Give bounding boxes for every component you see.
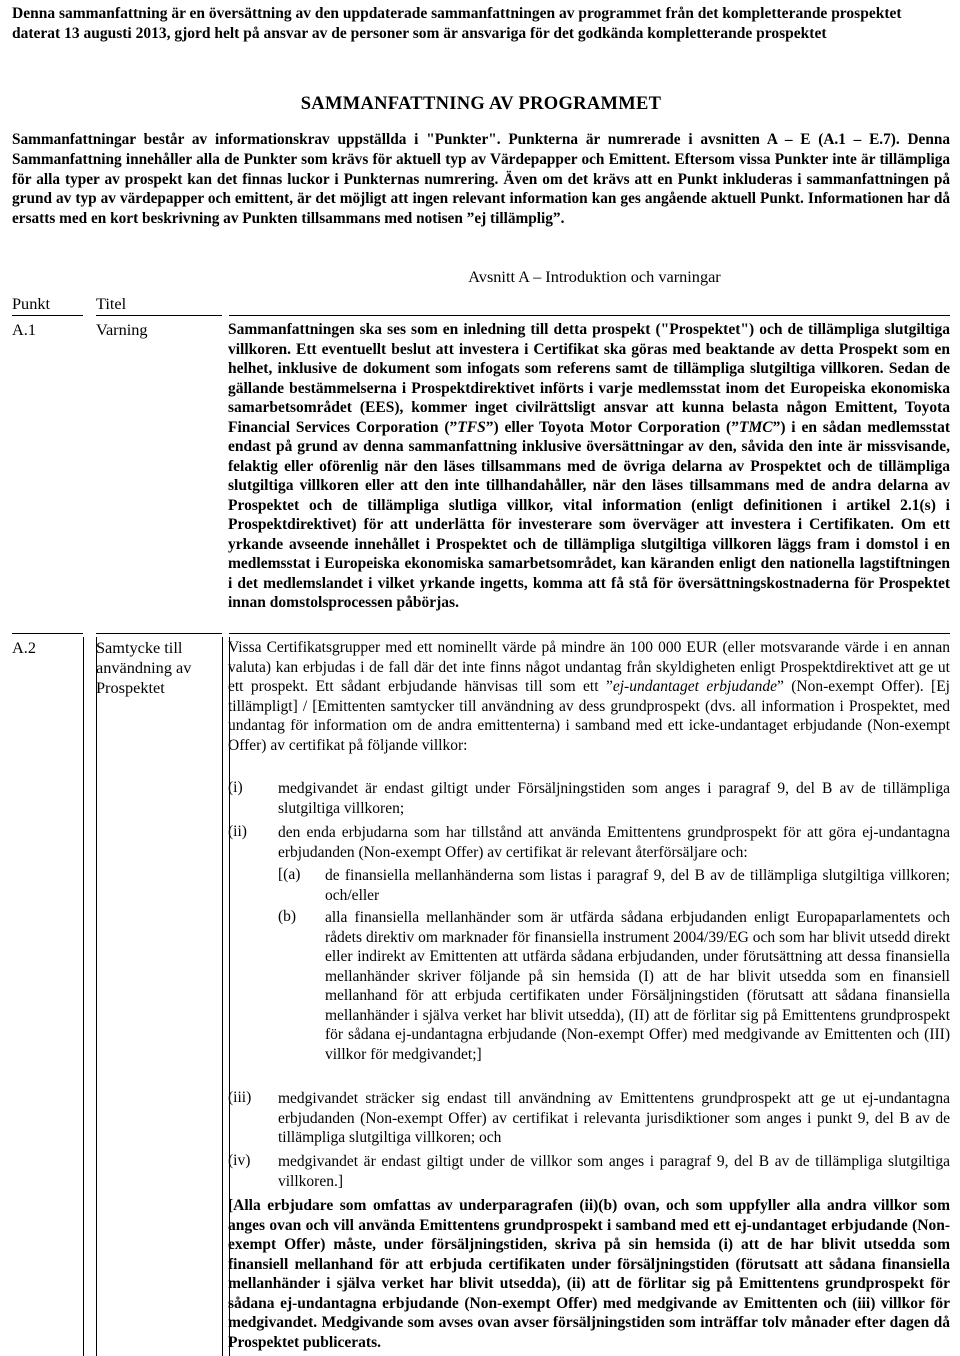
row-rule xyxy=(229,633,950,634)
point-id-a2: A.2 xyxy=(12,638,36,657)
point-title-a2: Samtycke till användning av Prospektet xyxy=(96,638,192,697)
column-rule xyxy=(96,637,97,1356)
list-item-label: [(a) xyxy=(278,866,301,883)
page-title: SAMMANFATTNING AV PROGRAMMET xyxy=(300,94,662,114)
column-header-punkt: Punkt xyxy=(12,294,51,313)
row-rule xyxy=(96,633,222,634)
row-rule xyxy=(12,633,83,634)
list-item-label: (ii) xyxy=(228,823,247,840)
section-heading: Avsnitt A – Introduktion och varningar xyxy=(468,267,721,286)
closing-paragraph: [Alla erbjudare som omfattas av underparagrafen (ii)(b) ovan, och som uppfyller alla andra villkor som anges ovan och vill använda Emittentens grundprospekt i samband med ett ej-undantaget erbjudande (Non-exempt Offer) måste, under försäljningstiden, skriva på sin hemsida (i) att de har blivit utsedda som finansiell mellanhand för att erbjuda certifikaten under försäljningstiden (förutsatt att sådana finansiella mellanhänder i själva verket har blivit utsedda), (ii) att de förlitar sig på Emittentens grundprospekt för sådana ej-undantagna erbjudande (Non-exempt Offer) med medgivande av Emittenten och (iii) villkor för medgivandet. Medgivande som avses ovan avser försäljningstiden som inträffar tolv månader efter dagen då Prospektet publicerats. xyxy=(228,1197,950,1351)
header-rule xyxy=(12,315,83,316)
list-item-text: den enda erbjudarna som har tillstånd att använda Emittentens grundprospekt för att göra ej-undantagna erbjudanden (Non-exempt Offer) av certifikat är relevant återförsäljare och: xyxy=(278,824,950,861)
list-item-text: medgivandet sträcker sig endast till användning av Emittentens grundprospekt att ge ut ej-undantagna erbjudanden (Non-exempt Offer) av certifikat i relevanta jurisdiktioner som anges i punkt 9, del B av de tillämpliga slutgiltiga villkoren; och xyxy=(278,1090,950,1146)
list-item-text: alla finansiella mellanhänder som är utfärda sådana erbjudanden enligt Europaparlamentets och rådets direktiv om marknader för finansiella instrument 2004/39/EG och som har blivit utsedd direkt eller indirekt av Emittenten att utfärda sådana erbjudanden, under förutsättning att dessa finansiella mellanhänder skriver följande på sin hemsida (I) att de har blivit utsedda som en finansiell mellanhand för att erbjuda certifikaten under Försäljningstiden (förutsatt att sådana finansiella mellanhänder i själva verket har blivit utsedda), (II) att de förlitar sig på Emittentens grundprospekt för sådana ej-undantagna erbjudande (Non-exempt Offer) med medgivande av Emittenten och (III) villkor för medgivandet;] xyxy=(325,909,950,1063)
list-item-text: medgivandet är endast giltigt under Försäljningstiden som anges i paragraf 9, del B av de tillämpliga slutgiltiga villkoren; xyxy=(278,780,950,817)
list-item-label: (iv) xyxy=(228,1152,251,1169)
translation-notice: Denna sammanfattning är en översättning av den uppdaterade sammanfattningen av programmet från det kompletterande prospektet daterat 13 augusti 2013, gjord helt på ansvar av de personer som är ansvariga för det godkända kompletterande prospektet xyxy=(12,5,902,42)
point-text-a2: Vissa Certifikatsgrupper med ett nominellt värde på mindre än 100 000 EUR (eller motsvarande värde i en annan valuta) kan erbjudas i de fall där det inte finns något undantag från skyldigheten enligt Prospektdirektivet att ge ut ett prospekt. Ett sådant erbjudande hänvisas till som ett ”ej-undantaget erbjudande” (Non-exempt Offer). [Ej tillämpligt] / [Emittenten samtycker till användning av dess grundprospekt (dvs. all information i Prospektet, med undantag för information om de andra emittenterna) i samband med ett icke-undantaget erbjudande (Non-exempt Offer) av certifikat på följande villkor: xyxy=(228,639,950,754)
column-rule xyxy=(83,637,84,1356)
list-item-label: (b) xyxy=(278,908,297,925)
point-title-a1: Varning xyxy=(96,320,148,339)
header-rule xyxy=(96,315,222,316)
preamble-paragraph: Sammanfattningar består av informationskrav uppställda i "Punkter". Punkterna är numrerade i avsnitten A – E (A.1 – E.7). Denna Sammanfattning innehåller alla de Punkter som krävs för aktuell typ av Värdepapper och Emittent. Eftersom vissa Punkter inte är tillämpliga för alla typer av prospekt kan det finnas luckor i Punkternas numrering. Även om det krävs att en Punkt inkluderas i sammanfattningen på grund av typ av värdepapper och emittent, är det möjligt att ingen relevant information kan ges angående aktuell Punkt. Informationen har då ersatts med en kort beskrivning av Punkten tillsammans med notisen ”ej tillämplig”. xyxy=(12,131,950,228)
column-header-titel: Titel xyxy=(96,294,127,313)
list-item-label: (iii) xyxy=(228,1089,252,1106)
point-text-a1: Sammanfattningen ska ses som en inledning till detta prospekt ("Prospektet") och de tillämpliga slutgiltiga villkoren. Ett eventuellt beslut att investera i Certifikat ska göras med beaktande av detta Prospekt som en helhet, inklusive de dokument som infogats som referens samt de tillämpliga slutgiltiga villkoren. Sedan de gällande bestämmelserna i Prospektdirektivet införts i varje medlemsstat inom det Europeiska ekonomiska samarbetsområdet (EES), kommer inget civilrättsligt ansvar att kunna belasta någon Emittent, Toyota Financial Services Corporation (”TFS”) eller Toyota Motor Corporation (”TMC”) i en sådan medlemsstat endast på grund av denna sammanfattning inklusive översättningar av den, såvida den inte är missvisande, felaktig eller oförenlig när den läses tillsammans med de övriga delarna av Prospektet och de tillämpliga slutgiltiga villkoren eller att den inte tillhandahåller, när den läses tillsammans med de andra delarna av Prospektet och de tillämpliga slutliga villkor, vital information (enligt definitionen i artikel 2.1(s) i Prospektdirektivet) för att underlätta för investerare som överväger att investera i Certifikaten. Om ett yrkande avseende innehållet i Prospektet och de tillämpliga slutgiltiga villkoren läggs fram i domstol i en medlemsstat i Europeiska ekonomiska samarbetsområdet, kan käranden enligt den nationella lagstiftningen i det medlemslandet i vilket yrkande ingetts, komma att få stå för översättningskostnaderna för Prospektet innan domstolsprocessen påbörjas. xyxy=(228,321,951,611)
header-rule xyxy=(229,315,950,316)
list-item-label: (i) xyxy=(228,779,243,796)
point-id-a1: A.1 xyxy=(12,320,36,339)
list-item-text: de finansiella mellanhänderna som listas i paragraf 9, del B av de tillämpliga slutgiltiga villkoren; och/eller xyxy=(325,867,950,904)
column-rule xyxy=(222,637,223,1356)
list-item-text: medgivandet är endast giltigt under de villkor som anges i paragraf 9, del B av de tillämpliga slutgiltiga villkoren.] xyxy=(278,1153,950,1190)
